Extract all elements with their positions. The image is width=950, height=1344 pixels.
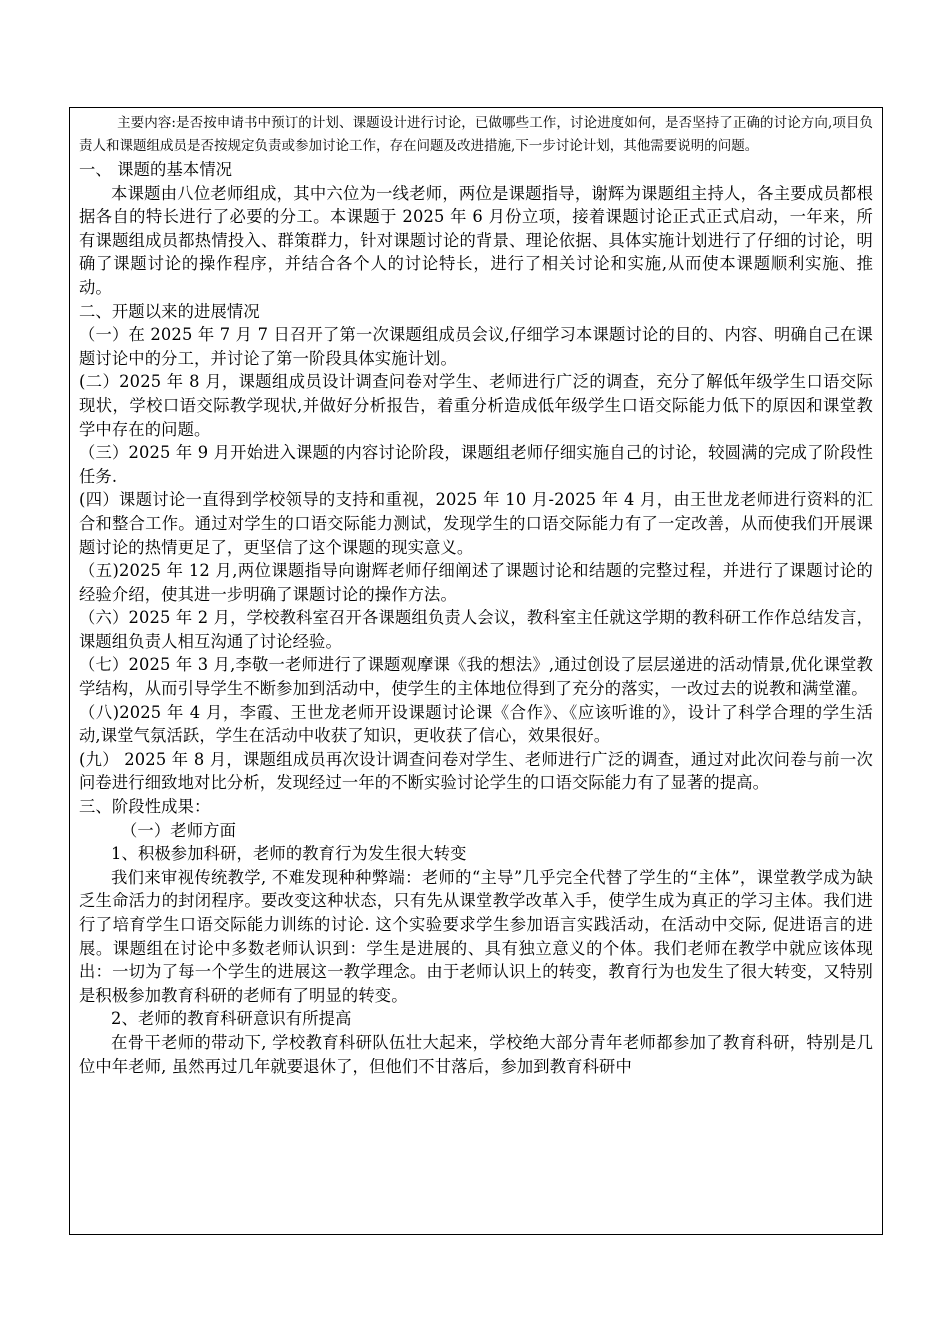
subheading-research-behavior: 1、积极参加科研，老师的教育行为发生很大转变 [111,844,467,864]
progress-item-5: （五)2025 年 12 月,两位课题指导向谢辉老师仔细阐述了课题讨论和结题的完整过程，并进行了课题讨论的经验介绍，使其进一步明确了课题讨论的操作方法。 [79,561,873,604]
subsection-teachers: （一）老师方面 [121,820,237,840]
paragraph-basic-info: 本课题由八位老师组成，其中六位为一线老师，两位是课题指导，谢辉为课题组主持人，各主要成员都根据各自的特长进行了必要的分工。本课题于 2025 年 6 月份立项，接着课题讨论正式正式启动，一年来，所有课题组成员都热情投入、群策群力，针对课题讨论的背景、理论依据、具体实施计划进行了仔细的讨论，明确了课题讨论的操作程序，并结合各个人的讨论特长，进行了相关讨论和实施,从而使本课题顺利实施、推动。 [79,183,873,297]
report-table-cell [69,107,883,1235]
progress-item-3: （三）2025 年 9 月开始进入课题的内容讨论阶段，课题组老师仔细实施自己的讨论，较圆满的完成了阶段性任务. [79,443,873,486]
progress-item-1: （一）在 2025 年 7 月 7 日召开了第一次课题组成员会议,仔细学习本课题讨论的目的、内容、明确自己在课题讨论中的分工，并讨论了第一阶段具体实施计划。 [79,325,873,368]
section-heading-3: 三、阶段性成果： [79,797,211,817]
intro-text: 主要内容:是否按申请书中预订的计划、课题设计进行讨论，已做哪些工作，讨论进度如何，是否坚持了正确的讨论方向,项目负责人和课题组成员是否按规定负责或参加讨论工作，存在问题及改进措施,下一步讨论计划，其他需要说明的问题。 [79,115,873,154]
progress-item-6: （六）2025 年 2 月，学校教科室召开各课题组负责人会议，教科室主任就这学期的教科研工作作总结发言，课题组负责人相互沟通了讨论经验。 [79,608,873,651]
progress-item-2: (二）2025 年 8 月，课题组成员设计调查问卷对学生、老师进行广泛的调查，充分了解低年级学生口语交际现状，学校口语交际教学现状,并做好分析报告，着重分析造成低年级学生口语交际能力低下的原因和课堂教学中存在的问题。 [79,372,873,439]
section-heading-2: 二、开题以来的进展情况 [79,301,260,321]
progress-item-4: (四）课题讨论一直得到学校领导的支持和重视，2025 年 10 月-2025 年 4 月，由王世龙老师进行资料的汇合和整合工作。通过对学生的口语交际能力测试，发现学生的口语交际能力有了一定改善，从而使我们开展课题讨论的热情更足了，更坚信了这个课题的现实意义。 [79,490,873,557]
intro-paragraph [79,112,873,158]
section-heading-1: 一、 课题的基本情况 [79,160,233,179]
subheading-research-awareness: 2、老师的教育科研意识有所提高 [111,1009,352,1029]
progress-item-8: （八)2025 年 4 月，李霞、王世龙老师开设课题讨论课《合作》、《应该听谁的》，设计了科学合理的学生活动,课堂气氛活跃，学生在活动中收获了知识，更收获了信心，效果很好。 [79,702,873,746]
progress-item-9: (九） 2025 年 8 月，课题组成员再次设计调查问卷对学生、老师进行广泛的调查，通过对此次问卷与前一次问卷进行细致地对比分析，发现经过一年的不断实验讨论学生的口语交际能力有了显著的提高。 [79,749,873,793]
progress-item-7: （七）2025 年 3 月,李敬一老师进行了课题观摩课《我的想法》,通过创设了层层递进的活动情景,优化课堂教学结构，从而引导学生不断参加到活动中，使学生的主体地位得到了充分的落实，一改过去的说教和满堂灌。 [79,655,873,699]
report-body [79,112,873,1078]
paragraph-traditional-teaching: 我们来审视传统教学, 不难发现种种弊端：老师的“主导”几乎完全代替了学生的“主体”，课堂教学成为缺乏生命活力的封闭程序。要改变这种状态，只有先从课堂教学改革入手，使学生成为真正的学习主体。我们进行了培育学生口语交际能力训练的讨论. 这个实验要求学生参加语言实践活动，在活动中交际, 促进语言的进展。课题组在讨论中多数老师认识到：学生是进展的、具有独立意义的个体。我们老师在教学中就应该体现出：一切为了每一个学生的进展这一教学理念。由于老师认识上的转变，教育行为也发生了很大转变，又特别是积极参加教育科研的老师有了明显的转变。 [79,867,873,1005]
paragraph-backbone-teachers: 在骨干老师的带动下, 学校教育科研队伍壮大起来，学校绝大部分青年老师都参加了教育科研，特别是几位中年老师, 虽然再过几年就要退休了，但他们不甘落后，参加到教育科研中 [79,1032,873,1076]
